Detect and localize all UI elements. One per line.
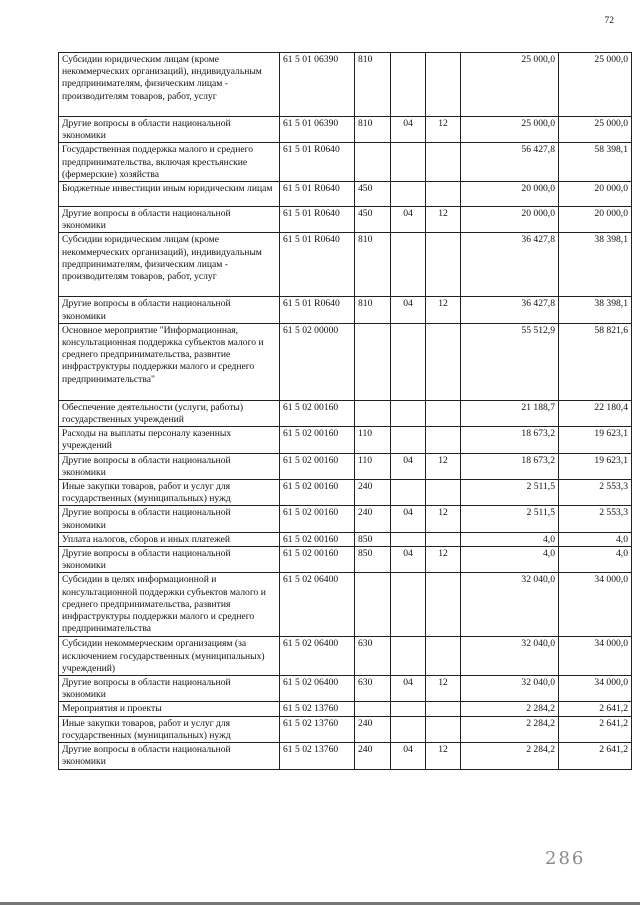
cell-section: 04 <box>391 676 426 702</box>
cell-csr-code: 61 5 02 00160 <box>280 480 355 506</box>
budget-table-body <box>59 53 632 770</box>
cell-expense-type: 240 <box>355 743 391 769</box>
cell-section <box>391 233 426 297</box>
budget-table <box>58 52 632 770</box>
cell-amount-year1: 20 000,0 <box>461 182 559 207</box>
cell-name: Иные закупки товаров, работ и услуг для государственных (муниципальных) нужд <box>59 716 280 742</box>
cell-amount-year1: 2 511,5 <box>461 506 559 532</box>
cell-name: Государственная поддержка малого и среднего предпринимательства, включая крестьянские (фермерские) хозяйства <box>59 143 280 182</box>
cell-section <box>391 702 426 716</box>
cell-expense-type <box>355 323 391 400</box>
cell-expense-type <box>355 702 391 716</box>
cell-csr-code: 61 5 02 13760 <box>280 743 355 769</box>
cell-amount-year1: 18 673,2 <box>461 427 559 453</box>
cell-amount-year1: 2 284,2 <box>461 716 559 742</box>
cell-amount-year1: 32 040,0 <box>461 573 559 637</box>
cell-name: Другие вопросы в области национальной экономики <box>59 743 280 769</box>
cell-section: 04 <box>391 297 426 323</box>
cell-name: Основное мероприятие "Информационная, консультационная поддержка субъектов малого и среднего предпринимательства, развитие инфраструктуры поддержки малого и среднего предпринимательства" <box>59 323 280 400</box>
cell-subsection <box>426 53 461 117</box>
cell-expense-type: 240 <box>355 716 391 742</box>
cell-expense-type: 240 <box>355 506 391 532</box>
cell-amount-year2: 4,0 <box>559 547 632 573</box>
cell-amount-year1: 2 284,2 <box>461 702 559 716</box>
cell-amount-year1: 2 284,2 <box>461 743 559 769</box>
cell-amount-year1: 18 673,2 <box>461 453 559 479</box>
table-row <box>59 676 632 702</box>
cell-amount-year1: 55 512,9 <box>461 323 559 400</box>
cell-amount-year2: 25 000,0 <box>559 53 632 117</box>
cell-name: Уплата налогов, сборов и иных платежей <box>59 532 280 546</box>
cell-expense-type <box>355 573 391 637</box>
cell-csr-code: 61 5 02 00000 <box>280 323 355 400</box>
cell-name: Другие вопросы в области национальной экономики <box>59 676 280 702</box>
cell-expense-type: 450 <box>355 207 391 233</box>
cell-section: 04 <box>391 743 426 769</box>
table-row <box>59 637 632 676</box>
table-row <box>59 453 632 479</box>
cell-expense-type: 240 <box>355 480 391 506</box>
table-row <box>59 143 632 182</box>
table-row <box>59 233 632 297</box>
cell-subsection <box>426 323 461 400</box>
table-row <box>59 323 632 400</box>
cell-csr-code: 61 5 01 R0640 <box>280 297 355 323</box>
cell-amount-year2: 2 641,2 <box>559 743 632 769</box>
cell-amount-year1: 21 188,7 <box>461 400 559 426</box>
cell-subsection <box>426 532 461 546</box>
cell-subsection <box>426 716 461 742</box>
cell-csr-code: 61 5 02 06400 <box>280 676 355 702</box>
cell-amount-year1: 32 040,0 <box>461 676 559 702</box>
cell-section: 04 <box>391 207 426 233</box>
table-row <box>59 547 632 573</box>
cell-section: 04 <box>391 117 426 143</box>
cell-csr-code: 61 5 02 00160 <box>280 453 355 479</box>
cell-amount-year2: 38 398,1 <box>559 233 632 297</box>
cell-csr-code: 61 5 02 13760 <box>280 716 355 742</box>
cell-expense-type: 110 <box>355 453 391 479</box>
cell-name: Мероприятия и проекты <box>59 702 280 716</box>
cell-section <box>391 53 426 117</box>
cell-csr-code: 61 5 01 06390 <box>280 53 355 117</box>
cell-csr-code: 61 5 02 00160 <box>280 400 355 426</box>
cell-subsection <box>426 233 461 297</box>
cell-subsection <box>426 143 461 182</box>
cell-subsection <box>426 480 461 506</box>
cell-amount-year1: 36 427,8 <box>461 233 559 297</box>
cell-amount-year2: 25 000,0 <box>559 117 632 143</box>
cell-name: Обеспечение деятельности (услуги, работы) государственных учреждений <box>59 400 280 426</box>
cell-amount-year1: 56 427,8 <box>461 143 559 182</box>
cell-amount-year2: 4,0 <box>559 532 632 546</box>
page-number: 72 <box>604 16 614 26</box>
table-row <box>59 207 632 233</box>
cell-amount-year1: 2 511,5 <box>461 480 559 506</box>
cell-subsection <box>426 427 461 453</box>
cell-subsection: 12 <box>426 453 461 479</box>
cell-expense-type: 630 <box>355 637 391 676</box>
cell-name: Бюджетные инвестиции иным юридическим лицам <box>59 182 280 207</box>
cell-amount-year2: 20 000,0 <box>559 207 632 233</box>
cell-amount-year2: 2 641,2 <box>559 716 632 742</box>
cell-subsection: 12 <box>426 117 461 143</box>
cell-amount-year2: 22 180,4 <box>559 400 632 426</box>
table-row <box>59 400 632 426</box>
cell-amount-year1: 32 040,0 <box>461 637 559 676</box>
cell-name: Другие вопросы в области национальной экономики <box>59 547 280 573</box>
cell-expense-type: 810 <box>355 117 391 143</box>
cell-amount-year2: 34 000,0 <box>559 637 632 676</box>
cell-csr-code: 61 5 01 R0640 <box>280 182 355 207</box>
cell-name: Субсидии некоммерческим организациям (за исключением государственных (муниципальных) учреждений) <box>59 637 280 676</box>
table-row <box>59 53 632 117</box>
cell-amount-year2: 19 623,1 <box>559 427 632 453</box>
cell-section <box>391 323 426 400</box>
cell-amount-year1: 4,0 <box>461 547 559 573</box>
cell-csr-code: 61 5 02 00160 <box>280 547 355 573</box>
cell-subsection <box>426 182 461 207</box>
cell-name: Другие вопросы в области национальной экономики <box>59 506 280 532</box>
cell-csr-code: 61 5 02 00160 <box>280 506 355 532</box>
cell-name: Другие вопросы в области национальной экономики <box>59 207 280 233</box>
cell-amount-year1: 25 000,0 <box>461 117 559 143</box>
cell-csr-code: 61 5 01 R0640 <box>280 143 355 182</box>
cell-expense-type <box>355 143 391 182</box>
cell-section <box>391 480 426 506</box>
cell-section: 04 <box>391 547 426 573</box>
cell-expense-type: 110 <box>355 427 391 453</box>
cell-name: Другие вопросы в области национальной экономики <box>59 297 280 323</box>
table-row <box>59 532 632 546</box>
cell-section <box>391 573 426 637</box>
cell-subsection: 12 <box>426 506 461 532</box>
table-row <box>59 506 632 532</box>
cell-name: Другие вопросы в области национальной экономики <box>59 117 280 143</box>
cell-amount-year2: 34 000,0 <box>559 573 632 637</box>
cell-name: Другие вопросы в области национальной экономики <box>59 453 280 479</box>
cell-csr-code: 61 5 02 06400 <box>280 637 355 676</box>
cell-subsection: 12 <box>426 743 461 769</box>
cell-section <box>391 532 426 546</box>
cell-csr-code: 61 5 01 06390 <box>280 117 355 143</box>
cell-csr-code: 61 5 02 00160 <box>280 532 355 546</box>
cell-amount-year1: 4,0 <box>461 532 559 546</box>
cell-name: Субсидии юридическим лицам (кроме некоммерческих организаций), индивидуальным предпринимателям, физическим лицам - производителям товаров, работ, услуг <box>59 233 280 297</box>
cell-expense-type: 850 <box>355 532 391 546</box>
cell-subsection: 12 <box>426 297 461 323</box>
table-row <box>59 427 632 453</box>
cell-section <box>391 427 426 453</box>
cell-section <box>391 182 426 207</box>
handwritten-page-stamp: 286 <box>545 848 586 869</box>
cell-amount-year2: 34 000,0 <box>559 676 632 702</box>
cell-amount-year2: 20 000,0 <box>559 182 632 207</box>
cell-csr-code: 61 5 01 R0640 <box>280 233 355 297</box>
cell-csr-code: 61 5 01 R0640 <box>280 207 355 233</box>
cell-subsection: 12 <box>426 547 461 573</box>
cell-name: Иные закупки товаров, работ и услуг для государственных (муниципальных) нужд <box>59 480 280 506</box>
cell-name: Расходы на выплаты персоналу казенных учреждений <box>59 427 280 453</box>
cell-subsection <box>426 637 461 676</box>
cell-subsection <box>426 573 461 637</box>
cell-amount-year1: 25 000,0 <box>461 53 559 117</box>
cell-amount-year2: 58 821,6 <box>559 323 632 400</box>
cell-amount-year2: 19 623,1 <box>559 453 632 479</box>
cell-name: Субсидии в целях информационной и консультационной поддержки субъектов малого и среднего предпринимательства, развития инфраструктуры поддержки малого и среднего предпринимательства <box>59 573 280 637</box>
cell-amount-year2: 2 553,3 <box>559 480 632 506</box>
cell-amount-year2: 58 398,1 <box>559 143 632 182</box>
table-row <box>59 716 632 742</box>
cell-section <box>391 400 426 426</box>
table-row <box>59 743 632 769</box>
cell-section <box>391 637 426 676</box>
cell-subsection <box>426 702 461 716</box>
cell-amount-year1: 36 427,8 <box>461 297 559 323</box>
cell-expense-type: 450 <box>355 182 391 207</box>
table-row <box>59 702 632 716</box>
cell-amount-year1: 20 000,0 <box>461 207 559 233</box>
table-row <box>59 480 632 506</box>
cell-name: Субсидии юридическим лицам (кроме некоммерческих организаций), индивидуальным предпринимателям, физическим лицам - производителям товаров, работ, услуг <box>59 53 280 117</box>
table-row <box>59 117 632 143</box>
cell-section <box>391 143 426 182</box>
cell-expense-type: 850 <box>355 547 391 573</box>
cell-csr-code: 61 5 02 06400 <box>280 573 355 637</box>
cell-subsection <box>426 400 461 426</box>
cell-expense-type: 810 <box>355 53 391 117</box>
cell-section <box>391 716 426 742</box>
cell-amount-year2: 38 398,1 <box>559 297 632 323</box>
cell-expense-type <box>355 400 391 426</box>
cell-subsection: 12 <box>426 676 461 702</box>
cell-expense-type: 810 <box>355 297 391 323</box>
cell-expense-type: 630 <box>355 676 391 702</box>
cell-section: 04 <box>391 506 426 532</box>
cell-csr-code: 61 5 02 13760 <box>280 702 355 716</box>
cell-amount-year2: 2 553,3 <box>559 506 632 532</box>
cell-section: 04 <box>391 453 426 479</box>
cell-subsection: 12 <box>426 207 461 233</box>
table-row <box>59 297 632 323</box>
table-row <box>59 182 632 207</box>
table-row <box>59 573 632 637</box>
cell-expense-type: 810 <box>355 233 391 297</box>
cell-amount-year2: 2 641,2 <box>559 702 632 716</box>
cell-csr-code: 61 5 02 00160 <box>280 427 355 453</box>
